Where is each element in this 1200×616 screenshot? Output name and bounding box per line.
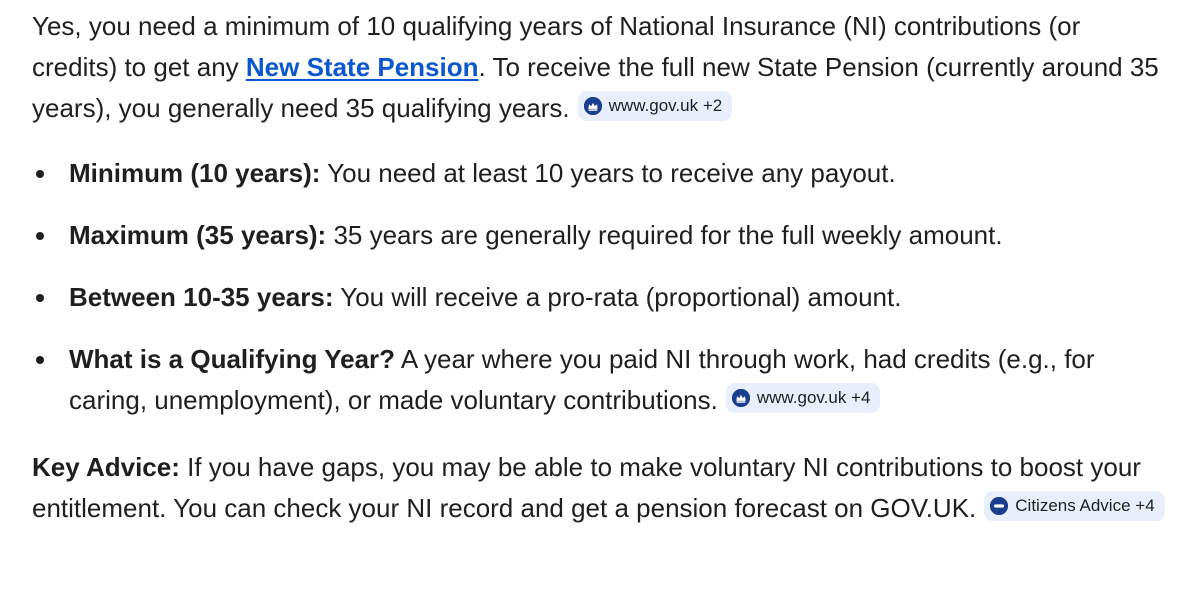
- intro-text-before-link: Yes, you need a minimum of 10 qualifying years of National Insurance (NI) contributions (or credits) to get any: [32, 11, 1081, 82]
- new-state-pension-link[interactable]: New State Pension: [245, 52, 479, 82]
- key-advice-paragraph: [32, 447, 1170, 529]
- list-item-maximum: [32, 215, 1170, 256]
- bullet-title: Maximum (35 years):: [69, 220, 327, 250]
- bullet-title: Between 10-35 years:: [69, 282, 334, 312]
- bullet-text: A year where you paid NI through work, had credits (e.g., for caring, unemployment), or made voluntary contributions.: [69, 344, 1095, 415]
- intro-paragraph: [32, 6, 1170, 129]
- list-item-minimum: [32, 153, 1170, 194]
- source-chip-label: www.gov.uk +4: [756, 388, 871, 407]
- list-item-qualifying-year: [32, 339, 1170, 421]
- list-item-between: [32, 277, 1170, 318]
- crown-icon: [732, 389, 750, 407]
- key-advice-title: Key Advice:: [32, 452, 180, 482]
- bullet-title: What is a Qualifying Year?: [69, 344, 396, 374]
- bullet-icon: [36, 294, 44, 302]
- key-advice-text: If you have gaps, you may be able to make voluntary NI contributions to boost your entitlement. You can check your NI record and get a pension forecast on GOV.UK.: [32, 452, 1141, 523]
- bullet-text: 35 years are generally required for the full weekly amount.: [326, 220, 1003, 250]
- bullet-icon: [36, 170, 44, 178]
- citizens-advice-icon: [990, 497, 1008, 515]
- qualifying-years-list: [32, 153, 1170, 421]
- bullet-text: You need at least 10 years to receive any payout.: [320, 158, 896, 188]
- bullet-icon: [36, 232, 44, 240]
- source-chip-qualifying-year[interactable]: [726, 383, 881, 413]
- bullet-icon: [36, 356, 44, 364]
- source-chip-label: Citizens Advice +4: [1015, 496, 1155, 515]
- crown-icon: [584, 97, 602, 115]
- bullet-text: You will receive a pro-rata (proportional) amount.: [333, 282, 902, 312]
- source-chip-citizens-advice[interactable]: [984, 491, 1164, 521]
- source-chip-label: www.gov.uk +2: [608, 96, 723, 115]
- bullet-title: Minimum (10 years):: [69, 158, 321, 188]
- source-chip-intro[interactable]: [578, 91, 733, 121]
- intro-text-after-link: . To receive the full new State Pension (currently around 35 years), you generally need 35 qualifying years.: [32, 52, 1159, 123]
